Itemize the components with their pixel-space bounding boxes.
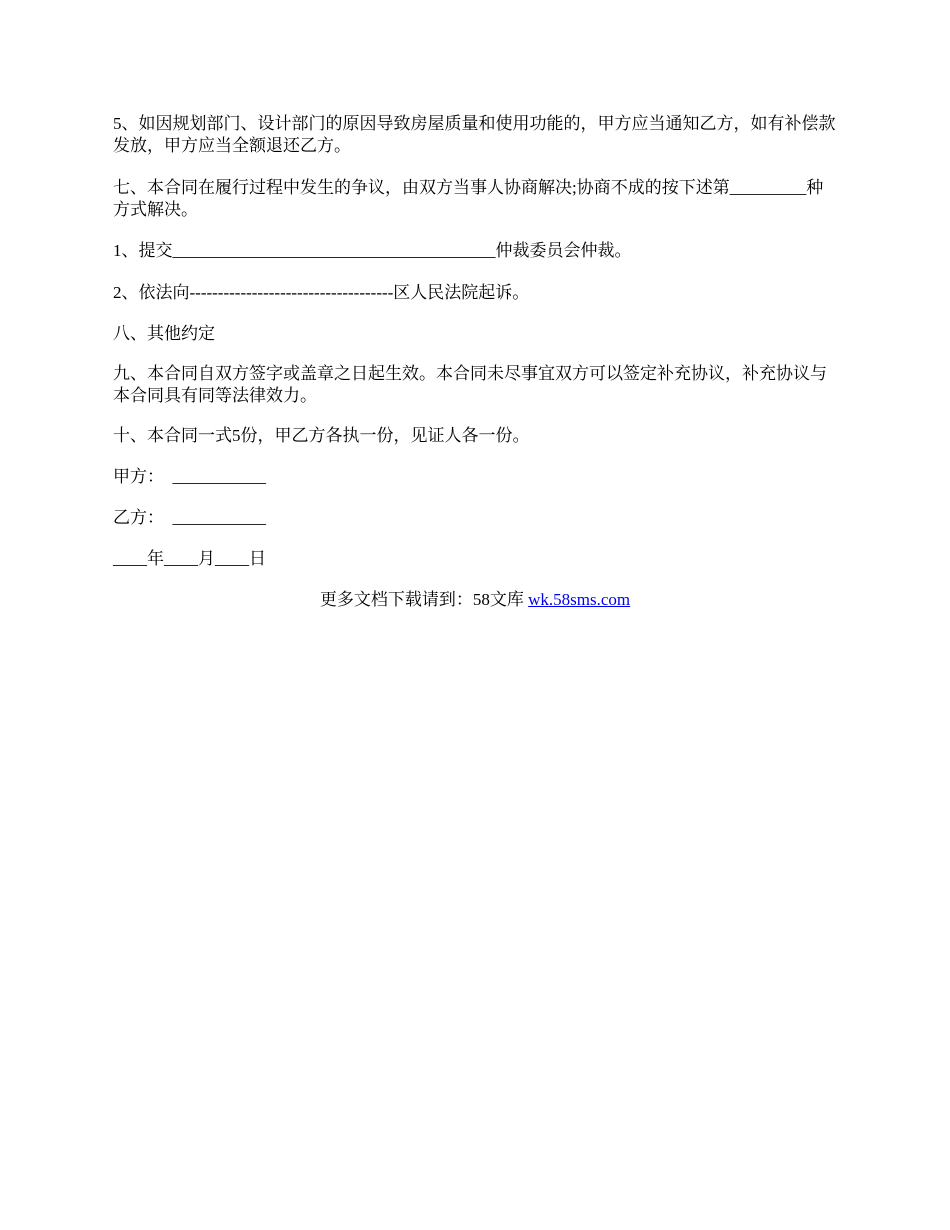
paragraph-arbitration-option: 1、提交______________________________________仲裁委员会仲裁。 (113, 241, 632, 260)
footer (0, 589, 950, 611)
paragraph-refund-clause: 5、如因规划部门、设计部门的原因导致房屋质量和使用功能的，甲方应当通知乙方，如有补偿款发放，甲方应当全额退还乙方。 (113, 114, 836, 155)
paragraph-effective-clause: 九、本合同自双方签字或盖章之日起生效。本合同未尽事宜双方可以签定补充协议，补充协议与本合同具有同等法律效力。 (113, 364, 827, 405)
signature-party-a: 甲方： ___________ (113, 467, 266, 486)
footer-link[interactable]: wk.58sms.com (528, 590, 631, 609)
footer-text: 更多文档下载请到：58文库 (319, 590, 524, 609)
paragraph-dispute-clause: 七、本合同在履行过程中发生的争议，由双方当事人协商解决;协商不成的按下述第_________种方式解决。 (113, 178, 824, 219)
paragraph-other-terms: 八、其他约定 (113, 324, 215, 343)
signature-date: ____年____月____日 (113, 549, 266, 568)
paragraph-court-option: 2、依法向------------------------------------区人民法院起诉。 (113, 283, 530, 302)
paragraph-copies-clause: 十、本合同一式5份，甲乙方各执一份，见证人各一份。 (113, 426, 530, 445)
signature-party-b: 乙方： ___________ (113, 508, 266, 527)
